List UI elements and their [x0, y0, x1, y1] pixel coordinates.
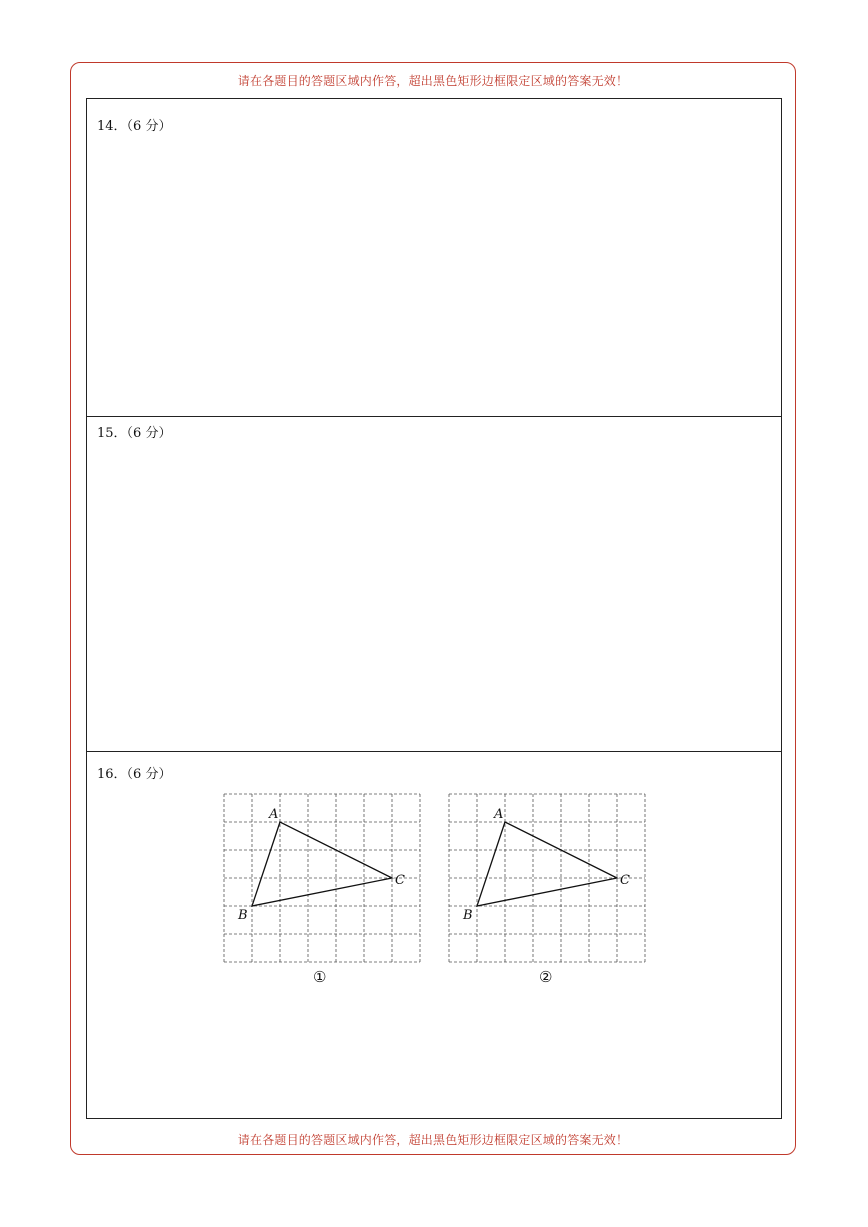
figure-2-caption: ② [539, 968, 553, 986]
triangle-abc [252, 822, 392, 906]
grid-figure-2 [446, 791, 652, 963]
vertex-label-a: A [494, 807, 504, 822]
divider-14-15 [87, 416, 781, 417]
question-16-label: 16．（6 分） [97, 767, 172, 782]
bottom-notice: 请在各题目的答题区域内作答，超出黑色矩形边框限定区域的答案无效！ [237, 1133, 629, 1147]
question-15-label: 15．（6 分） [97, 426, 172, 441]
vertex-label-c: C [620, 873, 630, 888]
question-14-label: 14．（6 分） [97, 119, 172, 134]
top-notice: 请在各题目的答题区域内作答，超出黑色矩形边框限定区域的答案无效！ [237, 74, 629, 88]
figure-1-caption: ① [313, 968, 327, 986]
grid-figure-1 [221, 791, 427, 963]
vertex-label-b: B [463, 908, 473, 923]
vertex-label-b: B [238, 908, 248, 923]
vertex-label-a: A [269, 807, 279, 822]
triangle-abc [477, 822, 617, 906]
answer-box [86, 98, 782, 1119]
vertex-label-c: C [395, 873, 405, 888]
divider-15-16 [87, 751, 781, 752]
